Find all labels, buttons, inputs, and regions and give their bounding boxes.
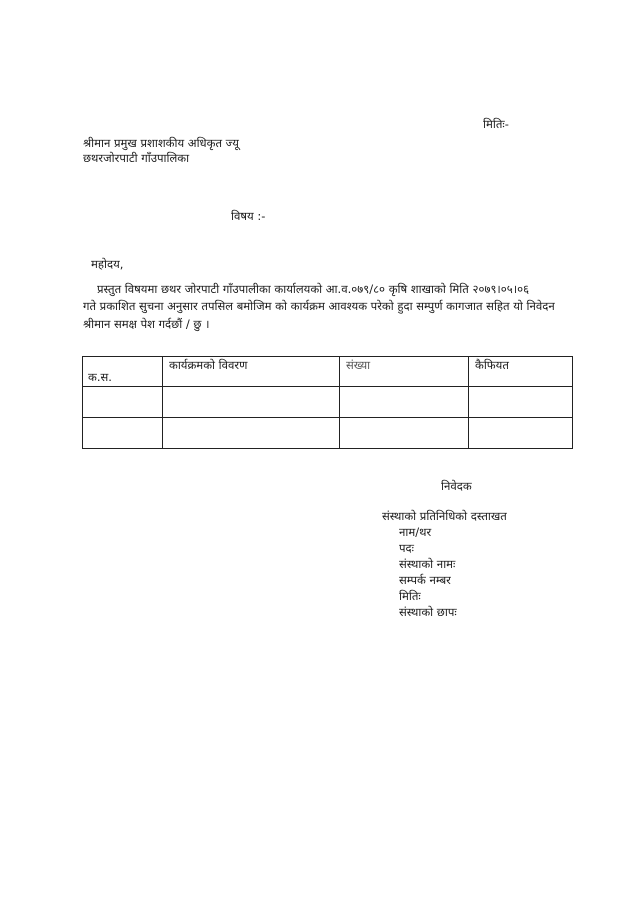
- table-cell[interactable]: [340, 387, 469, 418]
- table-header-row: [83, 357, 573, 387]
- body-line-1: प्रस्तुत विषयमा छथर जोरपाटी गाँउपालीका कार्यालयको आ.व.०७९/८० कृषि शाखाको मिति २०७९।०५।०६: [97, 282, 530, 296]
- applicant-label: निवेदक: [441, 479, 472, 493]
- field-contact-number: सम्पर्क नम्बर: [399, 573, 451, 587]
- table-cell[interactable]: [83, 387, 163, 418]
- body-line-3: श्रीमान समक्ष पेश गर्दछौं / छु ।: [83, 317, 210, 331]
- table-cell[interactable]: [340, 418, 469, 449]
- field-date: मितिः: [399, 589, 421, 603]
- subject-label: विषय :-: [231, 209, 266, 223]
- field-name: नाम/थर: [399, 525, 432, 539]
- date-label: मितिः-: [483, 117, 509, 131]
- addressee-line-1: श्रीमान प्रमुख प्रशाशकीय अधिकृत ज्यू: [83, 136, 239, 150]
- signature-label: संस्थाको प्रतिनिधिको दस्ताखत: [382, 509, 507, 523]
- table-cell[interactable]: [469, 418, 573, 449]
- body-line-2: गते प्रकाशित सुचना अनुसार तपसिल बमोजिम को कार्यक्रम आवश्यक परेको हुदा सम्पुर्ण कागजात सहित यो निवेदन: [83, 299, 555, 313]
- header-serial-no: क.स.: [83, 357, 163, 387]
- field-position: पदः: [399, 541, 414, 555]
- header-quantity: संख्या: [340, 357, 469, 387]
- field-organization-name: संस्थाको नामः: [399, 557, 456, 571]
- header-program-description: कार्यक्रमको विवरण: [163, 357, 340, 387]
- table-row: [83, 418, 573, 449]
- program-table: [82, 356, 573, 449]
- table-cell[interactable]: [163, 418, 340, 449]
- table-cell[interactable]: [469, 387, 573, 418]
- table-cell[interactable]: [163, 387, 340, 418]
- addressee-line-2: छथरजोरपाटी गाँउपालिका: [83, 151, 190, 165]
- table-row: [83, 387, 573, 418]
- header-remarks: कैफियत: [469, 357, 573, 387]
- table-cell[interactable]: [83, 418, 163, 449]
- field-organization-stamp: संस्थाको छापः: [399, 605, 457, 619]
- salutation: महोदय,: [91, 257, 124, 271]
